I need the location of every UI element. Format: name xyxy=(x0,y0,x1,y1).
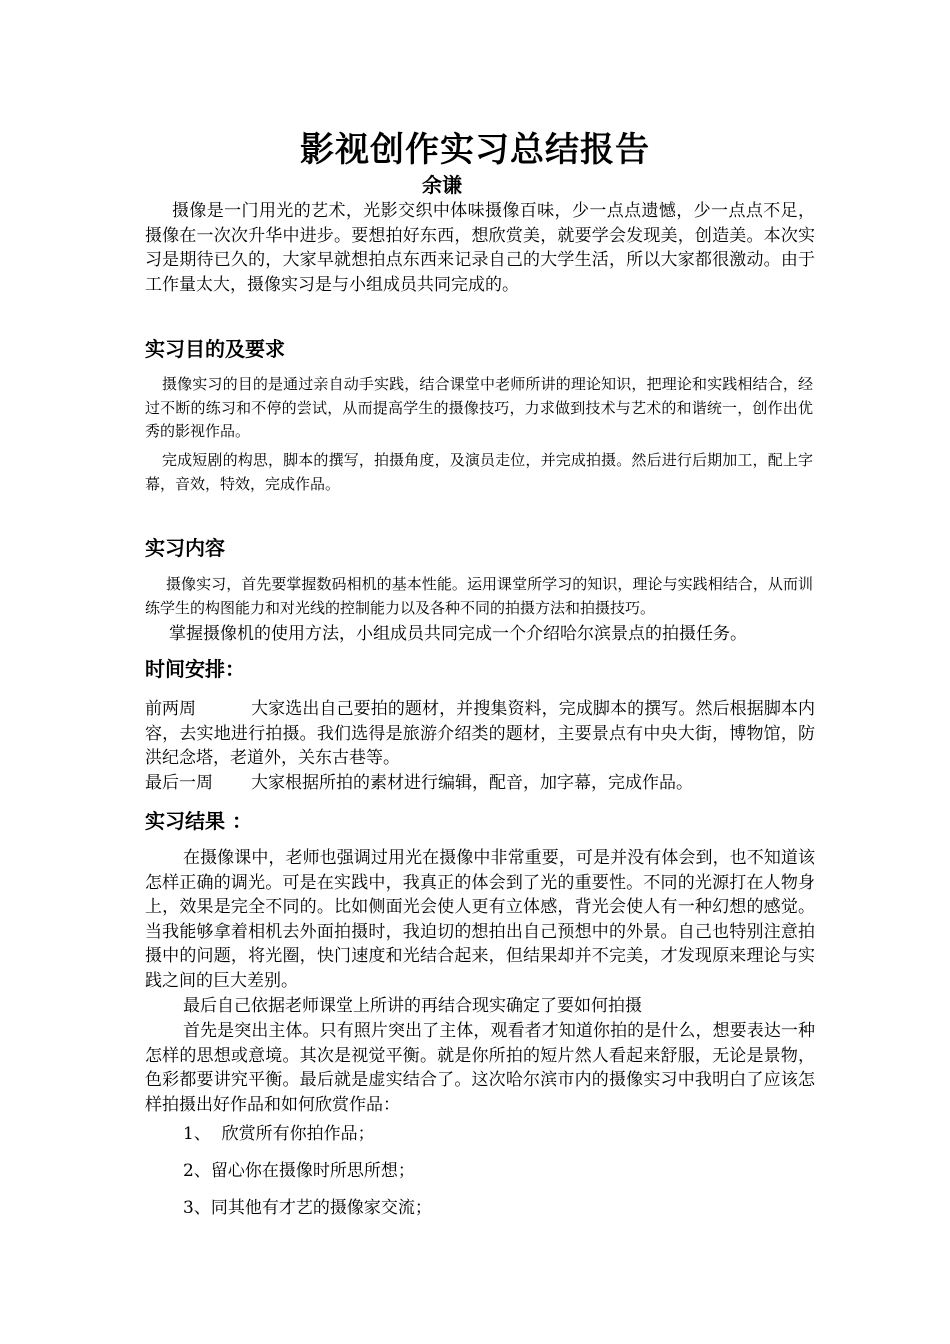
section-heading-schedule: 时间安排： xyxy=(145,657,245,681)
section-heading-results: 实习结果 ： xyxy=(145,809,252,833)
schedule-text: 大家选出自己要拍的题材，并搜集资料，完成脚本的撰写。然后根据脚本内容，去实地进行拍摄。我们选得是旅游介绍类的题材，主要景点有中央大街，博物馆，防洪纪念塔，老道外，关东古巷等。 xyxy=(145,699,815,768)
results-paragraph-3: 首先是突出主体。只有照片突出了主体，观看者才知道你拍的是什么，想要表达一种怎样的思想或意境。其次是视觉平衡。就是你所拍的短片然人看起来舒服，无论是景物，色彩都要讲究平衡。最后就是虚实结合了。这次哈尔滨市内的摄像实习中我明白了应该怎样拍摄出好作品和如何欣赏作品： xyxy=(145,1021,815,1115)
section-heading-purpose: 实习目的及要求 xyxy=(145,337,285,361)
purpose-paragraph-2: 完成短剧的构思，脚本的撰写，拍摄角度，及演员走位，并完成拍摄。然后进行后期加工，配上字幕，音效，特效，完成作品。 xyxy=(145,451,813,493)
section-heading-content: 实习内容 xyxy=(145,536,225,560)
list-item: 2、留心你在摄像时所思所想； xyxy=(183,1161,415,1181)
purpose-paragraph-1: 摄像实习的目的是通过亲自动手实践，结合课堂中老师所讲的理论知识，把理论和实践相结合，经过不断的练习和不停的尝试，从而提高学生的摄像技巧，力求做到技术与艺术的和谐统一，创作出优秀的影视作品。 xyxy=(145,375,813,440)
schedule-period: 前两周 xyxy=(145,699,196,719)
document-title: 影视创作实习总结报告 xyxy=(300,130,650,170)
list-item: 1、 欣赏所有你拍作品； xyxy=(183,1124,375,1144)
schedule-period: 最后一周 xyxy=(145,773,213,793)
content-paragraph-2: 掌握摄像机的使用方法，小组成员共同完成一个介绍哈尔滨景点的拍摄任务。 xyxy=(169,624,747,644)
results-paragraph-2: 最后自己依据老师课堂上所讲的再结合现实确定了要如何拍摄 xyxy=(183,996,642,1016)
content-paragraph-1: 摄像实习，首先要掌握数码相机的基本性能。运用课堂所学习的知识，理论与实践相结合，从而训练学生的构图能力和对光线的控制能力以及各种不同的拍摄方法和拍摄技巧。 xyxy=(145,575,813,617)
schedule-item xyxy=(145,697,815,771)
results-paragraph-1: 在摄像课中，老师也强调过用光在摄像中非常重要，可是并没有体会到，也不知道该怎样正确的调光。可是在实践中，我真正的体会到了光的重要性。不同的光源打在人物身上，效果是完全不同的。比如侧面光会使人更有立体感，背光会使人有一种幻想的感觉。当我能够拿着相机去外面拍摄时，我迫切的想拍出自己预想中的外景。自己也特别注意拍摄中的问题，将光圈，快门速度和光结合起来，但结果却并不完美，才发现原来理论与实践之间的巨大差别。 xyxy=(145,848,815,991)
schedule-item xyxy=(145,771,815,796)
list-item: 3、同其他有才艺的摄像家交流； xyxy=(183,1198,432,1218)
intro-paragraph: 摄像是一门用光的艺术，光影交织中体味摄像百味，少一点点遗憾，少一点点不足，摄像在一次次升华中进步。要想拍好东西，想欣赏美，就要学会发现美，创造美。本次实习是期待已久的，大家早就想拍点东西来记录自己的大学生活，所以大家都很激动。由于工作量太大，摄像实习是与小组成员共同完成的。 xyxy=(145,201,815,295)
author-name: 余谦 xyxy=(422,173,462,197)
schedule-text: 大家根据所拍的素材进行编辑，配音，加字幕，完成作品。 xyxy=(251,773,693,793)
